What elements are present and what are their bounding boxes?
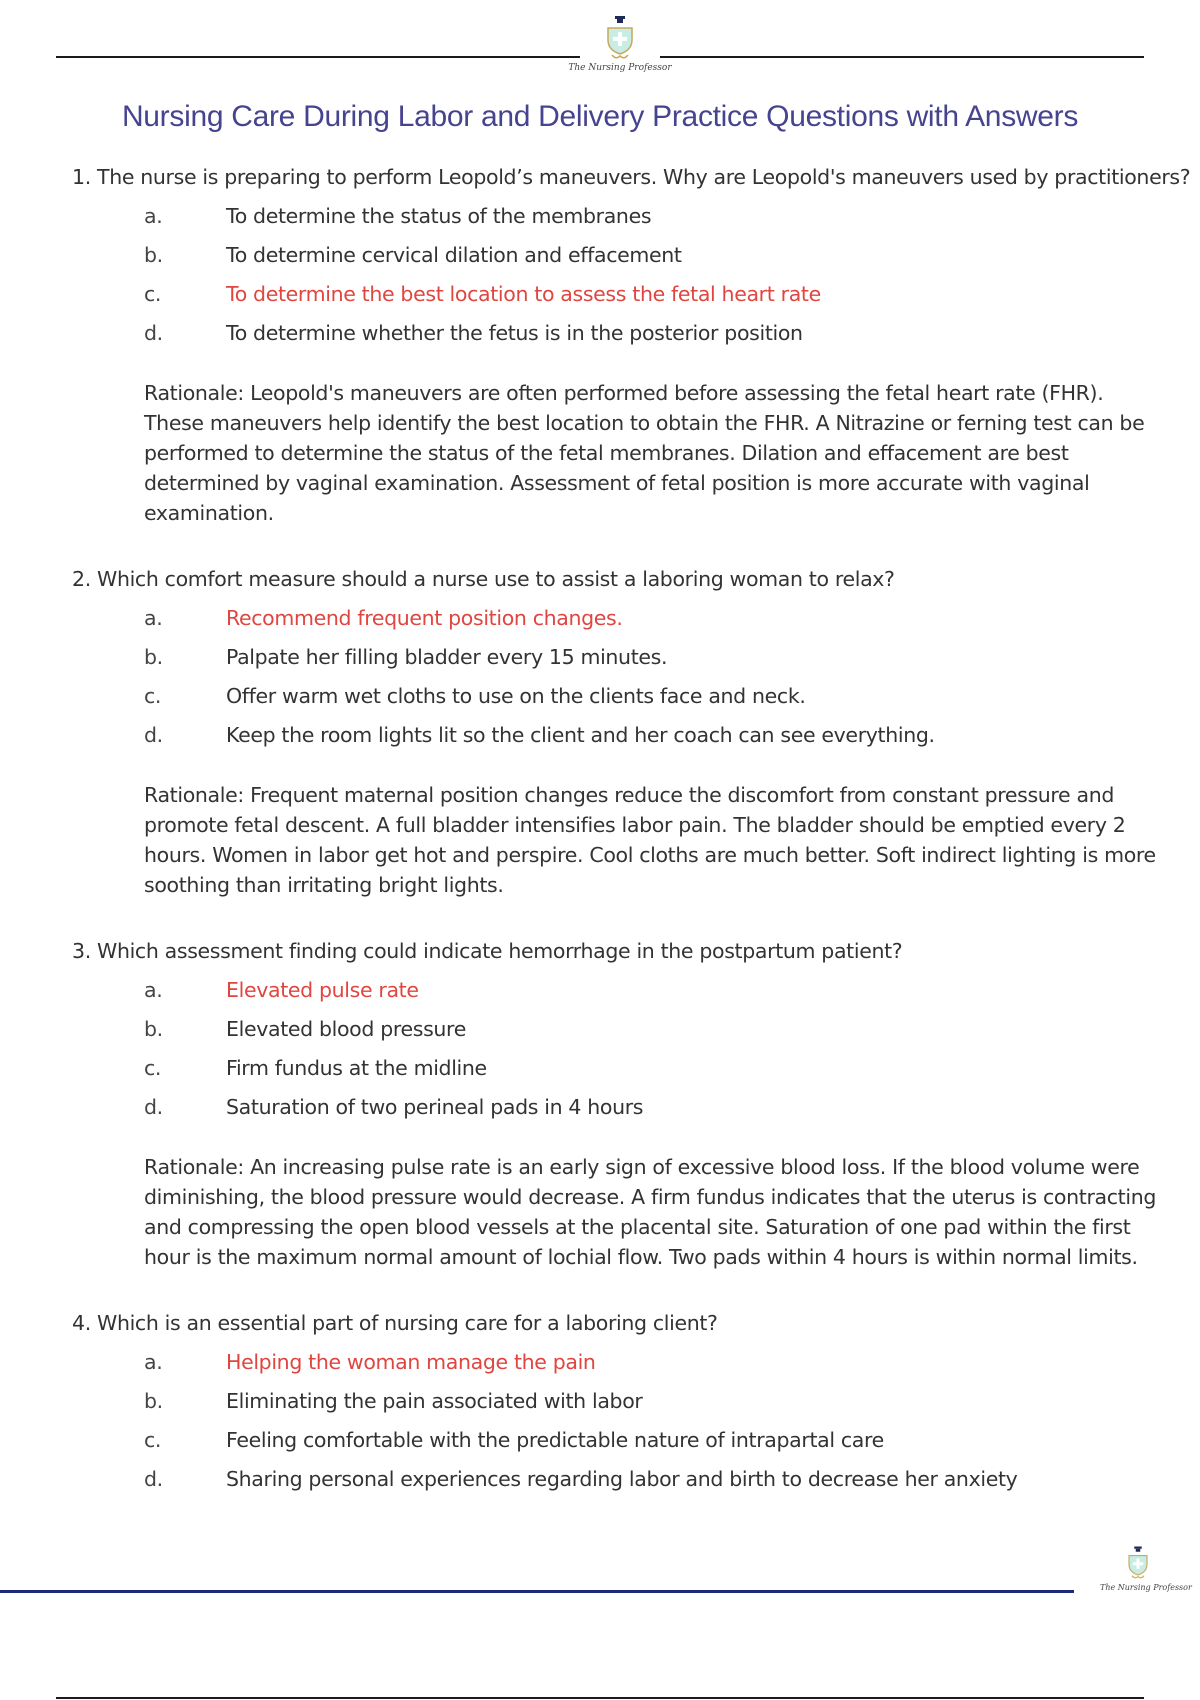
option-c: [144, 676, 1162, 715]
option-list: [72, 970, 1162, 1126]
option-list: [72, 598, 1162, 754]
question-stem: 2. Which comfort measure should a nurse use to assist a laboring woman to relax?: [72, 567, 895, 591]
option-text: Recommend frequent position changes.: [226, 605, 623, 630]
option-d: [144, 715, 1162, 754]
question-2: [72, 564, 1162, 900]
nursing-cap-icon: [600, 14, 640, 62]
option-letter: c.: [144, 281, 162, 306]
option-text: Saturation of two perineal pads in 4 hours: [226, 1094, 644, 1119]
option-d: [144, 1459, 1162, 1498]
option-text: Elevated pulse rate: [226, 977, 419, 1002]
question-4: [72, 1308, 1162, 1498]
footer-logo-text: The Nursing Professor: [1100, 1583, 1192, 1592]
page-end-rule: [56, 1697, 1144, 1699]
footer-logo: [1100, 1544, 1192, 1592]
footer-rule: [0, 1590, 1074, 1593]
option-text: Eliminating the pain associated with labor: [226, 1388, 643, 1413]
option-text: To determine whether the fetus is in the posterior position: [226, 320, 803, 345]
option-d: [144, 313, 1162, 352]
option-letter: d.: [144, 722, 163, 747]
option-c: [144, 1048, 1162, 1087]
question-stem: 4. Which is an essential part of nursing care for a laboring client?: [72, 1311, 718, 1335]
option-text: Elevated blood pressure: [226, 1016, 466, 1041]
question-stem: 1. The nurse is preparing to perform Leopold’s maneuvers. Why are Leopold's maneuvers used by practitioners?: [72, 165, 1191, 189]
option-a: [144, 196, 1162, 235]
rationale: Rationale: Leopold's maneuvers are often performed before assessing the fetal heart rate (FHR). These maneuvers help identify the best location to obtain the FHR. A Nitrazine or ferning test can be performed to determine the status of the fetal membranes. Dilation and effacement are best determined by vaginal examination. Assessment of fetal position is more accurate with vaginal examination.: [144, 381, 1145, 525]
option-letter: a.: [144, 1349, 163, 1374]
option-text: To determine the best location to assess the fetal heart rate: [226, 281, 821, 306]
question-3: [72, 936, 1162, 1272]
option-letter: a.: [144, 203, 163, 228]
option-letter: d.: [144, 1094, 163, 1119]
option-letter: c.: [144, 1055, 162, 1080]
option-text: Helping the woman manage the pain: [226, 1349, 596, 1374]
option-text: Offer warm wet cloths to use on the clients face and neck.: [226, 683, 806, 708]
option-letter: b.: [144, 1388, 163, 1413]
option-text: Firm fundus at the midline: [226, 1055, 487, 1080]
page-title: Nursing Care During Labor and Delivery Practice Questions with Answers: [121, 100, 1079, 133]
option-letter: a.: [144, 605, 163, 630]
option-text: Palpate her filling bladder every 15 minutes.: [226, 644, 668, 669]
option-text: Sharing personal experiences regarding labor and birth to decrease her anxiety: [226, 1466, 1018, 1491]
rationale: Rationale: An increasing pulse rate is an early sign of excessive blood loss. If the blood volume were diminishing, the blood pressure would decrease. A firm fundus indicates that the uterus is contracting and compressing the open blood vessels at the placental site. Saturation of one pad within the first hour is the maximum normal amount of lochial flow. Two pads within 4 hours is within normal limits.: [144, 1155, 1157, 1269]
header-logo: [560, 14, 680, 73]
option-text: Keep the room lights lit so the client and her coach can see everything.: [226, 722, 935, 747]
option-d: [144, 1087, 1162, 1126]
option-text: Feeling comfortable with the predictable nature of intrapartal care: [226, 1427, 884, 1452]
option-letter: b.: [144, 242, 163, 267]
header-rule-left: [56, 56, 580, 58]
question-list: [72, 162, 1191, 1534]
option-letter: d.: [144, 320, 163, 345]
header-logo-text: The Nursing Professor: [568, 63, 672, 73]
question-1: [72, 162, 1191, 528]
option-text: To determine cervical dilation and effacement: [226, 242, 682, 267]
option-a: [144, 598, 1162, 637]
option-text: To determine the status of the membranes: [226, 203, 652, 228]
question-stem: 3. Which assessment finding could indicate hemorrhage in the postpartum patient?: [72, 939, 903, 963]
option-c: [144, 1420, 1162, 1459]
option-letter: d.: [144, 1466, 163, 1491]
option-b: [144, 1381, 1162, 1420]
option-list: [72, 196, 1162, 352]
option-a: [144, 1342, 1162, 1381]
option-a: [144, 970, 1162, 1009]
option-b: [144, 235, 1162, 274]
option-letter: c.: [144, 1427, 162, 1452]
rationale: Rationale: Frequent maternal position changes reduce the discomfort from constant pressure and promote fetal descent. A full bladder intensifies labor pain. The bladder should be emptied every 2 hours. Women in labor get hot and perspire. Cool cloths are much better. Soft indirect lighting is more soothing than irritating bright lights.: [144, 783, 1156, 897]
nursing-cap-icon: [1123, 1544, 1153, 1582]
header-rule-right: [660, 56, 1144, 58]
option-letter: c.: [144, 683, 162, 708]
option-b: [144, 637, 1162, 676]
option-b: [144, 1009, 1162, 1048]
option-letter: a.: [144, 977, 163, 1002]
option-letter: b.: [144, 644, 163, 669]
option-letter: b.: [144, 1016, 163, 1041]
option-list: [72, 1342, 1162, 1498]
option-c: [144, 274, 1162, 313]
